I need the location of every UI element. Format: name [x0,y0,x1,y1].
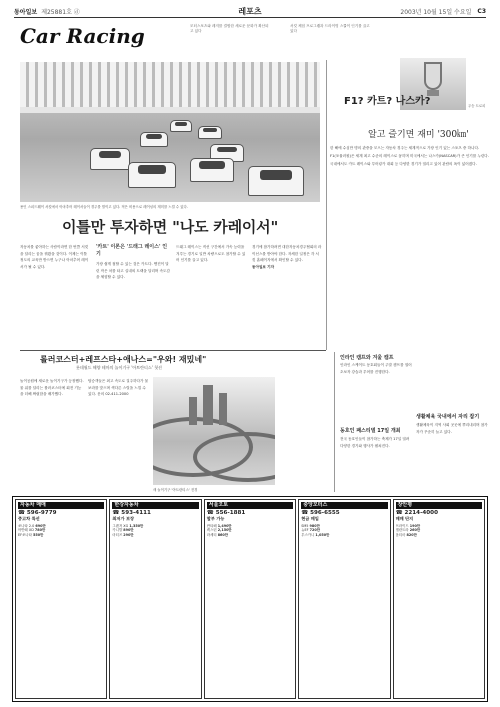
ad-price: 550만 [33,532,44,537]
ad-line [301,533,387,538]
race-car [90,148,130,170]
section-title: 레포츠 [238,7,262,16]
ad-price: 260만 [409,528,421,533]
castle-tower [219,393,227,425]
ad-item: 카니발 [112,528,123,533]
ad-item: SM5 [301,523,309,528]
ad-title: 최저가 보장 [112,516,135,522]
amusement-ride-photo [153,377,275,485]
ad-title: 중고차 특선 [18,516,40,522]
issue-number: 제25881호 ⓓ [41,9,80,16]
ad-phone: ☎ 593-4111 [112,509,151,516]
ad-item: EF쏘나타 [18,532,32,537]
teaser-2: 서킷 체험 프로그램과 드라이빙 스쿨이 인기를 끌고 있다 [290,24,370,33]
article-text: 경기에 참가하려면 대한자동차경주협회의 라이선스를 받아야 한다. 자세한 일정은 각 서킷 홈페이지에서 확인할 수 있다. [252,245,322,262]
byline: 동아일보 기자 [252,264,275,269]
article-text: 드래그 레이스는 직선 구간에서 가속 능력을 겨루는 경기로 일반 차량으로도 참가할 수 있어 인기를 끌고 있다. [176,245,246,262]
article-column-4 [252,244,322,270]
photo-caption: 용인 스피드웨이 서킷에서 아마추어 레이서들이 경주를 벌이고 있다. 적은 비용으로 레이싱의 재미를 느낄 수 있다. [20,205,188,209]
ad-item: 렉스턴 [206,528,217,533]
side-article-body [330,145,490,169]
side-paragraph: 한 해에 수십만 명의 관중을 모으는 자동차 경주는 세계적으로 가장 인기 있는 스포츠 중 하나다. [330,146,480,150]
column-subhead: '카트' 이론은 '드래그 레이스' 인기 [96,244,168,257]
park-photo-caption: 새 놀이기구 '아트란티스' 전경 [153,488,198,492]
ad-line [112,533,198,538]
classified-ads [12,496,488,702]
ad-phone: ☎ 596-6555 [301,509,340,516]
ad-banner: 자동차 매매 [18,502,104,509]
mid-text: 생활체육이 지역 사회 곳곳에 뿌리내리며 참가자가 꾸준히 늘고 있다. [416,423,488,434]
mid-column-1 [340,362,412,375]
column-divider [326,60,327,350]
ad-price: 980만 [309,523,320,528]
ad-banner: 서울오토 [207,502,293,509]
track-barrier [20,107,320,113]
ad-banner: 중앙모터스 [301,502,387,509]
ad-line [396,533,482,538]
ad-item: 뉴EF [301,528,309,533]
race-car [128,162,176,188]
teaser-1: 모터스포츠와 레저를 결합한 새로운 문화가 확산되고 있다 [190,24,269,33]
ad-banner: 장안평 [396,502,482,509]
main-headline: 이틀만 투자하면 "나도 카레이서" [62,218,279,236]
ad-line [18,533,104,538]
sub-text: 탑승객들은 최고 속도로 질주하다가 물보라를 맞으며 색다른 스릴을 느낄 수 있다. 문의 02-411-2000 [88,379,149,396]
newspaper-name: 동아일보 [14,9,38,16]
castle-tower [203,385,213,425]
ad-price: 780만 [34,528,46,533]
ad-banner: 한강자동차 [112,502,198,509]
ad-box[interactable] [204,499,296,699]
page-number: C3 [477,8,486,15]
mid-text: 인라인 스케이트 동호회들이 주말 캠프를 열어 초보자 강습과 투어를 진행한다. [340,363,412,374]
side-photo-caption: 우승 트로피 [468,104,486,108]
ad-item: 마티즈 [112,532,123,537]
article-text: 자동차를 좋아하는 사람이라면 한 번쯤 서킷을 달리는 꿈을 꿔봤을 것이다. 이제는 이틀 정도의 교육만 받으면 누구나 아마추어 레이서가 될 수 있다. [20,245,89,269]
ad-item: 프라이드 [395,523,409,528]
article-column-3 [176,244,246,264]
ad-title: 할부 가능 [206,516,225,522]
mid-headline-1: 인라인 캠프와 겨울 캠프 [340,355,394,361]
ad-price: 190만 [409,523,421,528]
ad-box[interactable] [393,499,485,699]
ad-price: 2,150만 [217,528,232,533]
sub-deck: 롯데월드 해양 테마의 놀이기구 '아트란티스' 첫선 [76,365,162,370]
ad-box[interactable] [298,499,390,699]
side-headline: 알고 즐기면 재미 '300㎞' [368,130,469,140]
race-car [190,158,234,182]
race-car [248,166,304,196]
section-rule [20,350,326,351]
mid-column-2 [340,436,412,449]
ad-price: 720만 [309,528,320,533]
ad-price: 860만 [217,532,229,537]
race-car [140,132,168,147]
mid-column-3 [416,422,488,435]
race-car [170,120,192,132]
ad-price: 820만 [406,532,417,537]
sub-text: 놀이공원에 새로운 놀이기구가 등장했다. 물 위를 달리는 롤러코스터에 회전 기능을 더해 짜릿함을 배가했다. [20,379,84,396]
racing-photo [20,62,320,202]
grandstand-wall [20,62,320,107]
ad-price: 890만 [123,528,134,533]
ad-title: 매매 단지 [395,516,414,522]
article-text: 가장 쉽게 접할 수 있는 것은 카트다. 엔진이 달린 작은 차를 타고 실내외 트랙을 달리며 속도감을 체험할 수 있다. [96,262,170,279]
ad-item: 투스카니 [301,532,315,537]
sub-headline: 롤러코스터+레프스타+애나스="우와! 재밌네" [40,355,207,364]
ad-price: 290만 [123,532,134,537]
trophy-icon [424,62,442,90]
side-question: F1? 카트? 나스카? [344,96,431,107]
ad-box[interactable] [15,499,107,699]
mid-headline-3: 생활체육 국내에서 자리 잡기 [416,414,480,420]
publication-date: 2003년 10월 15일 수요일 [400,9,472,16]
side-paragraph: F1(포뮬러원)은 세계 최고 수준의 레이스로 꼽히며 미국에서는 나스카(NASCAR)가 큰 인기를 누린다. [330,154,489,158]
section-logo [20,24,170,48]
ad-item: 그랜저 XG [112,523,129,528]
ad-item: 아반떼 XD [18,528,34,533]
ad-item: 옵티마 [395,532,406,537]
ad-title: 현금 매입 [301,516,319,522]
car-racing-logo: Car Racing [20,24,145,48]
ad-line [207,533,293,538]
ad-price: 1,350만 [129,523,144,528]
article-column-2 [96,244,170,281]
ad-phone: ☎ 596-9779 [18,509,57,516]
mid-text: 전국 동호인들이 참가하는 축제가 17일 열려 다양한 경기와 행사가 펼쳐진다. [340,437,410,448]
ad-item: 엘란트라 [395,528,409,533]
ad-price: 1,050만 [315,532,330,537]
ad-price: 690만 [35,523,46,528]
castle-tower [189,397,197,425]
ad-phone: ☎ 2214-4000 [395,509,438,516]
mid-headline-2: 동호인 패스티벌 17일 개최 [340,428,401,434]
side-paragraph: 국내에서도 카트 레이스와 투어링카 대회 등 다양한 경기가 열리고 있어 관람의 폭이 넓어졌다. [330,162,477,166]
sub-column-1 [20,378,84,398]
page-header [14,6,486,18]
ad-price: 1,490만 [217,523,232,528]
race-car [198,126,222,139]
ad-phone: ☎ 556-1881 [206,509,246,516]
ad-box[interactable] [109,499,201,699]
article-column-1 [20,244,90,270]
ad-item: 라세티 [206,532,217,537]
sub-column-2 [88,378,150,398]
ad-item: 싼타페 [206,523,217,528]
ad-item: 쏘나타 2.0 [18,523,35,528]
column-divider [334,352,335,492]
